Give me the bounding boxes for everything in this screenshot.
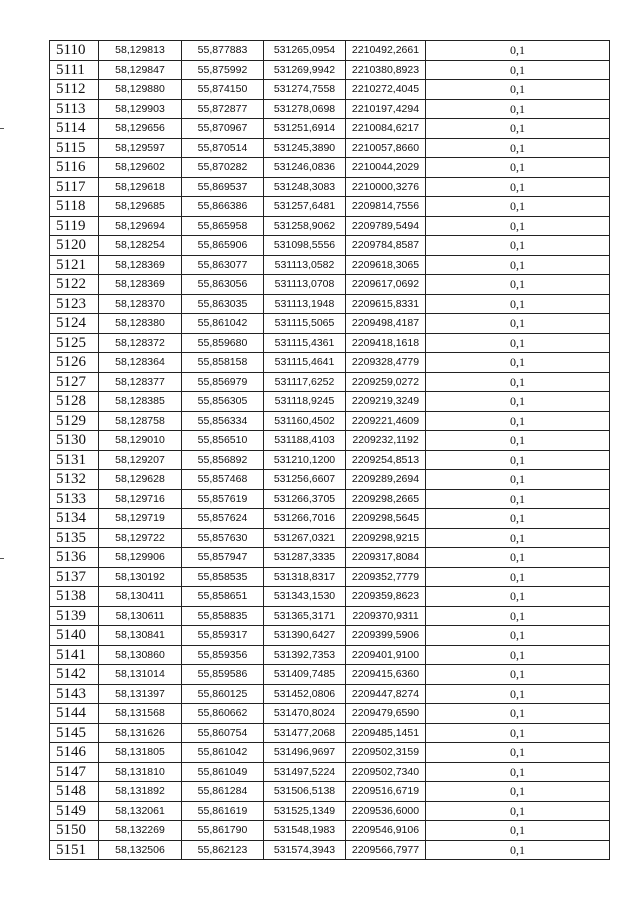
longitude-cell: 55,856510 (182, 431, 264, 451)
x-coordinate-cell: 531210,1200 (264, 450, 346, 470)
longitude-cell: 55,857624 (182, 509, 264, 529)
table-row (50, 275, 610, 295)
y-coordinate-cell: 2210272,4045 (346, 80, 426, 100)
table-row (50, 119, 610, 139)
point-number-cell: 5133 (50, 489, 99, 509)
table-row (50, 333, 610, 353)
table-row (50, 138, 610, 158)
accuracy-cell: 0,1 (426, 60, 610, 80)
accuracy-cell: 0,1 (426, 333, 610, 353)
latitude-cell: 58,131397 (99, 684, 182, 704)
point-number-cell: 5131 (50, 450, 99, 470)
latitude-cell: 58,128369 (99, 255, 182, 275)
longitude-cell: 55,870282 (182, 158, 264, 178)
table-row (50, 216, 610, 236)
point-number-cell: 5132 (50, 470, 99, 490)
x-coordinate-cell: 531251,6914 (264, 119, 346, 139)
table-row (50, 392, 610, 412)
longitude-cell: 55,861790 (182, 821, 264, 841)
y-coordinate-cell: 2209789,5494 (346, 216, 426, 236)
longitude-cell: 55,872877 (182, 99, 264, 119)
point-number-cell: 5137 (50, 567, 99, 587)
x-coordinate-cell: 531113,1948 (264, 294, 346, 314)
y-coordinate-cell: 2210000,3276 (346, 177, 426, 197)
point-number-cell: 5146 (50, 743, 99, 763)
x-coordinate-cell: 531496,9697 (264, 743, 346, 763)
table-row (50, 411, 610, 431)
accuracy-cell: 0,1 (426, 645, 610, 665)
y-coordinate-cell: 2209784,8587 (346, 236, 426, 256)
table-row (50, 177, 610, 197)
latitude-cell: 58,129597 (99, 138, 182, 158)
y-coordinate-cell: 2209232,1192 (346, 431, 426, 451)
longitude-cell: 55,870967 (182, 119, 264, 139)
x-coordinate-cell: 531365,3171 (264, 606, 346, 626)
accuracy-cell: 0,1 (426, 294, 610, 314)
latitude-cell: 58,129906 (99, 548, 182, 568)
y-coordinate-cell: 2209418,1618 (346, 333, 426, 353)
latitude-cell: 58,131892 (99, 782, 182, 802)
longitude-cell: 55,857468 (182, 470, 264, 490)
x-coordinate-cell: 531318,8317 (264, 567, 346, 587)
latitude-cell: 58,128758 (99, 411, 182, 431)
table-row (50, 626, 610, 646)
point-number-cell: 5147 (50, 762, 99, 782)
x-coordinate-cell: 531248,3083 (264, 177, 346, 197)
latitude-cell: 58,129207 (99, 450, 182, 470)
x-coordinate-cell: 531269,9942 (264, 60, 346, 80)
y-coordinate-cell: 2209221,4609 (346, 411, 426, 431)
longitude-cell: 55,861042 (182, 743, 264, 763)
point-number-cell: 5142 (50, 665, 99, 685)
x-coordinate-cell: 531287,3335 (264, 548, 346, 568)
y-coordinate-cell: 2209502,3159 (346, 743, 426, 763)
longitude-cell: 55,858651 (182, 587, 264, 607)
accuracy-cell: 0,1 (426, 704, 610, 724)
table-row (50, 528, 610, 548)
table-row (50, 606, 610, 626)
table-row (50, 41, 610, 61)
latitude-cell: 58,128370 (99, 294, 182, 314)
accuracy-cell: 0,1 (426, 762, 610, 782)
y-coordinate-cell: 2210380,8923 (346, 60, 426, 80)
point-number-cell: 5120 (50, 236, 99, 256)
accuracy-cell: 0,1 (426, 255, 610, 275)
table-row (50, 314, 610, 334)
accuracy-cell: 0,1 (426, 353, 610, 373)
y-coordinate-cell: 2209298,9215 (346, 528, 426, 548)
accuracy-cell: 0,1 (426, 801, 610, 821)
y-coordinate-cell: 2209485,1451 (346, 723, 426, 743)
y-coordinate-cell: 2209317,8084 (346, 548, 426, 568)
accuracy-cell: 0,1 (426, 450, 610, 470)
table-row (50, 840, 610, 860)
accuracy-cell: 0,1 (426, 177, 610, 197)
longitude-cell: 55,856305 (182, 392, 264, 412)
y-coordinate-cell: 2209617,0692 (346, 275, 426, 295)
point-number-cell: 5134 (50, 509, 99, 529)
latitude-cell: 58,131014 (99, 665, 182, 685)
latitude-cell: 58,129685 (99, 197, 182, 217)
y-coordinate-cell: 2209219,3249 (346, 392, 426, 412)
x-coordinate-cell: 531392,7353 (264, 645, 346, 665)
point-number-cell: 5140 (50, 626, 99, 646)
y-coordinate-cell: 2209254,8513 (346, 450, 426, 470)
latitude-cell: 58,129716 (99, 489, 182, 509)
x-coordinate-cell: 531525,1349 (264, 801, 346, 821)
point-number-cell: 5111 (50, 60, 99, 80)
y-coordinate-cell: 2209289,2694 (346, 470, 426, 490)
longitude-cell: 55,861049 (182, 762, 264, 782)
x-coordinate-cell: 531390,6427 (264, 626, 346, 646)
x-coordinate-cell: 531246,0836 (264, 158, 346, 178)
point-number-cell: 5118 (50, 197, 99, 217)
accuracy-cell: 0,1 (426, 587, 610, 607)
y-coordinate-cell: 2209359,8623 (346, 587, 426, 607)
x-coordinate-cell: 531258,9062 (264, 216, 346, 236)
table-row (50, 645, 610, 665)
accuracy-cell: 0,1 (426, 821, 610, 841)
y-coordinate-cell: 2209546,9106 (346, 821, 426, 841)
longitude-cell: 55,859356 (182, 645, 264, 665)
x-coordinate-cell: 531245,3890 (264, 138, 346, 158)
x-coordinate-cell: 531409,7485 (264, 665, 346, 685)
table-row (50, 567, 610, 587)
accuracy-cell: 0,1 (426, 392, 610, 412)
x-coordinate-cell: 531266,3705 (264, 489, 346, 509)
y-coordinate-cell: 2210084,6217 (346, 119, 426, 139)
point-number-cell: 5116 (50, 158, 99, 178)
x-coordinate-cell: 531452,0806 (264, 684, 346, 704)
point-number-cell: 5144 (50, 704, 99, 724)
accuracy-cell: 0,1 (426, 723, 610, 743)
x-coordinate-cell: 531115,4641 (264, 353, 346, 373)
table-row (50, 80, 610, 100)
latitude-cell: 58,132506 (99, 840, 182, 860)
latitude-cell: 58,128372 (99, 333, 182, 353)
latitude-cell: 58,129010 (99, 431, 182, 451)
table-row (50, 704, 610, 724)
y-coordinate-cell: 2209447,8274 (346, 684, 426, 704)
point-number-cell: 5145 (50, 723, 99, 743)
y-coordinate-cell: 2209814,7556 (346, 197, 426, 217)
latitude-cell: 58,128377 (99, 372, 182, 392)
x-coordinate-cell: 531266,7016 (264, 509, 346, 529)
table-row (50, 587, 610, 607)
longitude-cell: 55,860754 (182, 723, 264, 743)
table-row (50, 665, 610, 685)
longitude-cell: 55,860125 (182, 684, 264, 704)
table-row (50, 158, 610, 178)
accuracy-cell: 0,1 (426, 489, 610, 509)
latitude-cell: 58,130841 (99, 626, 182, 646)
longitude-cell: 55,859317 (182, 626, 264, 646)
accuracy-cell: 0,1 (426, 509, 610, 529)
point-number-cell: 5121 (50, 255, 99, 275)
longitude-cell: 55,866386 (182, 197, 264, 217)
x-coordinate-cell: 531098,5556 (264, 236, 346, 256)
latitude-cell: 58,130860 (99, 645, 182, 665)
accuracy-cell: 0,1 (426, 606, 610, 626)
y-coordinate-cell: 2209328,4779 (346, 353, 426, 373)
table-row (50, 236, 610, 256)
accuracy-cell: 0,1 (426, 138, 610, 158)
longitude-cell: 55,857947 (182, 548, 264, 568)
y-coordinate-cell: 2210197,4294 (346, 99, 426, 119)
longitude-cell: 55,865906 (182, 236, 264, 256)
longitude-cell: 55,863077 (182, 255, 264, 275)
y-coordinate-cell: 2209502,7340 (346, 762, 426, 782)
y-coordinate-cell: 2209298,2665 (346, 489, 426, 509)
y-coordinate-cell: 2210492,2661 (346, 41, 426, 61)
accuracy-cell: 0,1 (426, 782, 610, 802)
accuracy-cell: 0,1 (426, 840, 610, 860)
table-row (50, 548, 610, 568)
table-row (50, 60, 610, 80)
x-coordinate-cell: 531497,5224 (264, 762, 346, 782)
longitude-cell: 55,861619 (182, 801, 264, 821)
table-row (50, 450, 610, 470)
point-number-cell: 5138 (50, 587, 99, 607)
longitude-cell: 55,858535 (182, 567, 264, 587)
y-coordinate-cell: 2209498,4187 (346, 314, 426, 334)
latitude-cell: 58,129847 (99, 60, 182, 80)
longitude-cell: 55,859680 (182, 333, 264, 353)
x-coordinate-cell: 531257,6481 (264, 197, 346, 217)
longitude-cell: 55,869537 (182, 177, 264, 197)
longitude-cell: 55,858158 (182, 353, 264, 373)
table-row (50, 372, 610, 392)
point-number-cell: 5123 (50, 294, 99, 314)
table-row (50, 255, 610, 275)
y-coordinate-cell: 2209415,6360 (346, 665, 426, 685)
table-row (50, 470, 610, 490)
latitude-cell: 58,129722 (99, 528, 182, 548)
latitude-cell: 58,128369 (99, 275, 182, 295)
latitude-cell: 58,128254 (99, 236, 182, 256)
accuracy-cell: 0,1 (426, 372, 610, 392)
longitude-cell: 55,860662 (182, 704, 264, 724)
latitude-cell: 58,130192 (99, 567, 182, 587)
longitude-cell: 55,861042 (182, 314, 264, 334)
y-coordinate-cell: 2209370,9311 (346, 606, 426, 626)
point-number-cell: 5149 (50, 801, 99, 821)
latitude-cell: 58,128380 (99, 314, 182, 334)
x-coordinate-cell: 531343,1530 (264, 587, 346, 607)
accuracy-cell: 0,1 (426, 548, 610, 568)
longitude-cell: 55,862123 (182, 840, 264, 860)
accuracy-cell: 0,1 (426, 99, 610, 119)
longitude-cell: 55,865958 (182, 216, 264, 236)
point-number-cell: 5127 (50, 372, 99, 392)
accuracy-cell: 0,1 (426, 743, 610, 763)
point-number-cell: 5141 (50, 645, 99, 665)
x-coordinate-cell: 531265,0954 (264, 41, 346, 61)
table-row (50, 489, 610, 509)
x-coordinate-cell: 531115,5065 (264, 314, 346, 334)
accuracy-cell: 0,1 (426, 275, 610, 295)
table-row (50, 723, 610, 743)
point-number-cell: 5110 (50, 41, 99, 61)
point-number-cell: 5124 (50, 314, 99, 334)
x-coordinate-cell: 531160,4502 (264, 411, 346, 431)
x-coordinate-cell: 531274,7558 (264, 80, 346, 100)
longitude-cell: 55,863056 (182, 275, 264, 295)
longitude-cell: 55,861284 (182, 782, 264, 802)
x-coordinate-cell: 531506,5138 (264, 782, 346, 802)
latitude-cell: 58,128364 (99, 353, 182, 373)
x-coordinate-cell: 531113,0708 (264, 275, 346, 295)
y-coordinate-cell: 2209479,6590 (346, 704, 426, 724)
table-row (50, 197, 610, 217)
table-row (50, 782, 610, 802)
table-row (50, 684, 610, 704)
longitude-cell: 55,874150 (182, 80, 264, 100)
longitude-cell: 55,857619 (182, 489, 264, 509)
table-row (50, 431, 610, 451)
latitude-cell: 58,128385 (99, 392, 182, 412)
longitude-cell: 55,856334 (182, 411, 264, 431)
table-row (50, 743, 610, 763)
y-coordinate-cell: 2209516,6719 (346, 782, 426, 802)
accuracy-cell: 0,1 (426, 314, 610, 334)
x-coordinate-cell: 531477,2068 (264, 723, 346, 743)
latitude-cell: 58,129618 (99, 177, 182, 197)
table-row (50, 801, 610, 821)
latitude-cell: 58,129813 (99, 41, 182, 61)
point-number-cell: 5119 (50, 216, 99, 236)
latitude-cell: 58,132061 (99, 801, 182, 821)
x-coordinate-cell: 531188,4103 (264, 431, 346, 451)
y-coordinate-cell: 2209401,9100 (346, 645, 426, 665)
point-number-cell: 5117 (50, 177, 99, 197)
point-number-cell: 5150 (50, 821, 99, 841)
accuracy-cell: 0,1 (426, 197, 610, 217)
y-coordinate-cell: 2210057,8660 (346, 138, 426, 158)
longitude-cell: 55,858835 (182, 606, 264, 626)
table-body (50, 41, 610, 860)
x-coordinate-cell: 531470,8024 (264, 704, 346, 724)
accuracy-cell: 0,1 (426, 158, 610, 178)
x-coordinate-cell: 531117,6252 (264, 372, 346, 392)
latitude-cell: 58,131810 (99, 762, 182, 782)
accuracy-cell: 0,1 (426, 528, 610, 548)
point-number-cell: 5112 (50, 80, 99, 100)
point-number-cell: 5114 (50, 119, 99, 139)
point-number-cell: 5139 (50, 606, 99, 626)
accuracy-cell: 0,1 (426, 411, 610, 431)
x-coordinate-cell: 531574,3943 (264, 840, 346, 860)
latitude-cell: 58,130611 (99, 606, 182, 626)
accuracy-cell: 0,1 (426, 236, 610, 256)
y-coordinate-cell: 2210044,2029 (346, 158, 426, 178)
accuracy-cell: 0,1 (426, 470, 610, 490)
point-number-cell: 5113 (50, 99, 99, 119)
longitude-cell: 55,857630 (182, 528, 264, 548)
latitude-cell: 58,129694 (99, 216, 182, 236)
y-coordinate-cell: 2209259,0272 (346, 372, 426, 392)
latitude-cell: 58,131626 (99, 723, 182, 743)
accuracy-cell: 0,1 (426, 41, 610, 61)
accuracy-cell: 0,1 (426, 626, 610, 646)
point-number-cell: 5125 (50, 333, 99, 353)
latitude-cell: 58,130411 (99, 587, 182, 607)
point-number-cell: 5136 (50, 548, 99, 568)
x-coordinate-cell: 531115,4361 (264, 333, 346, 353)
accuracy-cell: 0,1 (426, 216, 610, 236)
longitude-cell: 55,870514 (182, 138, 264, 158)
accuracy-cell: 0,1 (426, 665, 610, 685)
y-coordinate-cell: 2209536,6000 (346, 801, 426, 821)
y-coordinate-cell: 2209566,7977 (346, 840, 426, 860)
table-row (50, 353, 610, 373)
latitude-cell: 58,129628 (99, 470, 182, 490)
table-row (50, 294, 610, 314)
accuracy-cell: 0,1 (426, 684, 610, 704)
accuracy-cell: 0,1 (426, 431, 610, 451)
point-number-cell: 5115 (50, 138, 99, 158)
y-coordinate-cell: 2209615,8331 (346, 294, 426, 314)
point-number-cell: 5135 (50, 528, 99, 548)
coordinates-table (49, 40, 610, 860)
latitude-cell: 58,131568 (99, 704, 182, 724)
x-coordinate-cell: 531113,0582 (264, 255, 346, 275)
left-margin-mark (0, 558, 4, 559)
latitude-cell: 58,129656 (99, 119, 182, 139)
longitude-cell: 55,877883 (182, 41, 264, 61)
x-coordinate-cell: 531267,0321 (264, 528, 346, 548)
y-coordinate-cell: 2209298,5645 (346, 509, 426, 529)
y-coordinate-cell: 2209618,3065 (346, 255, 426, 275)
point-number-cell: 5126 (50, 353, 99, 373)
table-row (50, 99, 610, 119)
x-coordinate-cell: 531278,0698 (264, 99, 346, 119)
longitude-cell: 55,859586 (182, 665, 264, 685)
latitude-cell: 58,129880 (99, 80, 182, 100)
latitude-cell: 58,129602 (99, 158, 182, 178)
point-number-cell: 5128 (50, 392, 99, 412)
point-number-cell: 5143 (50, 684, 99, 704)
point-number-cell: 5151 (50, 840, 99, 860)
x-coordinate-cell: 531256,6607 (264, 470, 346, 490)
latitude-cell: 58,129903 (99, 99, 182, 119)
point-number-cell: 5129 (50, 411, 99, 431)
longitude-cell: 55,875992 (182, 60, 264, 80)
x-coordinate-cell: 531118,9245 (264, 392, 346, 412)
point-number-cell: 5130 (50, 431, 99, 451)
longitude-cell: 55,856892 (182, 450, 264, 470)
latitude-cell: 58,131805 (99, 743, 182, 763)
table-row (50, 509, 610, 529)
latitude-cell: 58,129719 (99, 509, 182, 529)
latitude-cell: 58,132269 (99, 821, 182, 841)
point-number-cell: 5122 (50, 275, 99, 295)
y-coordinate-cell: 2209352,7779 (346, 567, 426, 587)
point-number-cell: 5148 (50, 782, 99, 802)
longitude-cell: 55,856979 (182, 372, 264, 392)
left-margin-mark (0, 128, 4, 129)
table-row (50, 762, 610, 782)
accuracy-cell: 0,1 (426, 567, 610, 587)
accuracy-cell: 0,1 (426, 80, 610, 100)
longitude-cell: 55,863035 (182, 294, 264, 314)
x-coordinate-cell: 531548,1983 (264, 821, 346, 841)
table-row (50, 821, 610, 841)
accuracy-cell: 0,1 (426, 119, 610, 139)
y-coordinate-cell: 2209399,5906 (346, 626, 426, 646)
